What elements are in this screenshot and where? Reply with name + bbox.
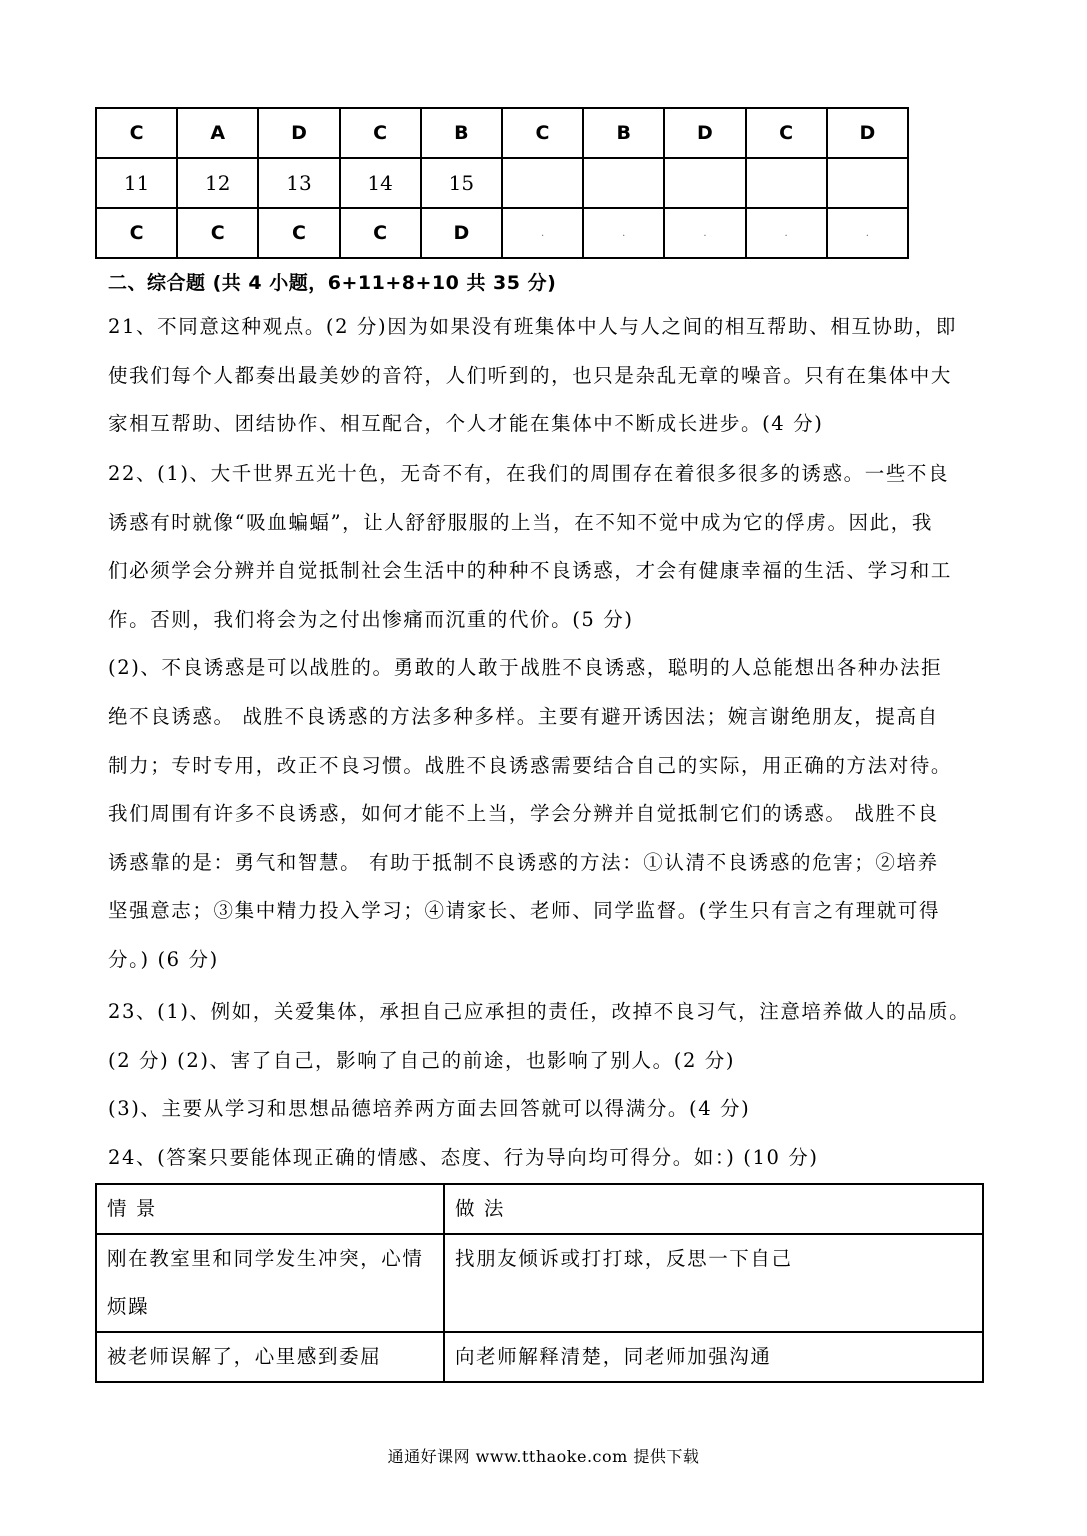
answer-cell: . [746, 208, 827, 258]
scenario-row [96, 1234, 983, 1332]
scenario-table [95, 1183, 984, 1383]
answer-cell: C [177, 208, 258, 258]
text-line: 24、(答案只要能体现正确的情感、态度、行为导向均可得分。如：) (10 分) [108, 1146, 819, 1169]
answer-21 [108, 303, 984, 449]
scenario-header-row [96, 1184, 983, 1234]
answer-cell: A [177, 108, 258, 158]
answer-table [95, 107, 909, 259]
answer-23 [108, 988, 984, 1134]
answer-cell: . [502, 208, 583, 258]
question-number-cell: 14 [340, 158, 421, 208]
question-number-cell: 11 [96, 158, 177, 208]
answer-22 [108, 450, 984, 985]
answer-cell: . [583, 208, 664, 258]
answer-cell: C [340, 208, 421, 258]
scenario-header: 情 景 [96, 1184, 444, 1234]
text-line: 绝不良诱惑。 战胜不良诱惑的方法多种多样。主要有避开诱因法；婉言谢绝朋友，提高自 [108, 704, 939, 728]
scenario-row [96, 1332, 983, 1382]
approach-cell: 向老师解释清楚，同老师加强沟通 [444, 1332, 983, 1382]
question-number-cell [664, 158, 745, 208]
approach-header: 做 法 [444, 1184, 983, 1234]
text-line: 23、(1)、例如，关爱集体，承担自己应承担的责任，改掉不良习气，注意培养做人的品质。 [108, 1000, 971, 1023]
question-number-cell: 12 [177, 158, 258, 208]
answer-cell: D [827, 108, 908, 158]
scenario-cell: 被老师误解了，心里感到委屈 [96, 1332, 444, 1382]
answer-cell: . [664, 208, 745, 258]
question-number-row [96, 158, 908, 208]
answer-cell: C [96, 208, 177, 258]
approach-cell: 找朋友倾诉或打打球，反思一下自己 [444, 1234, 983, 1332]
question-number-cell [827, 158, 908, 208]
section-heading: 二、综合题 (共 4 小题，6+11+8+10 共 35 分) [108, 272, 557, 294]
text-line: 们必须学会分辨并自觉抵制社会生活中的种种不良诱惑，才会有健康幸福的生活、学习和工 [108, 559, 953, 583]
text-line: 作。否则，我们将会为之付出惨痛而沉重的代价。(5 分) [108, 607, 634, 631]
answer-row-1 [96, 108, 908, 158]
text-line: 22、(1)、大千世界五光十色，无奇不有，在我们的周围存在着很多很多的诱惑。一些不良 [108, 462, 950, 485]
text-line: 诱惑有时就像“吸血蝙蝠”，让人舒舒服服的上当，在不知不觉中成为它的俘虏。因此，我 [108, 510, 933, 534]
question-number-cell [583, 158, 664, 208]
text-line: 诱惑靠的是：勇气和智慧。 有助于抵制不良诱惑的方法：①认清不良诱惑的危害；②培养 [108, 850, 939, 874]
text-line: 分。) (6 分) [108, 947, 219, 971]
text-line: 家相互帮助、团结协作、相互配合，个人才能在集体中不断成长进步。(4 分) [108, 412, 824, 436]
answer-cell: . [827, 208, 908, 258]
answer-cell: D [421, 208, 502, 258]
question-number-cell [746, 158, 827, 208]
text-line: 21、不同意这种观点。(2 分)因为如果没有班集体中人与人之间的相互帮助、相互协助，即 [108, 315, 957, 338]
question-number-cell: 13 [258, 158, 339, 208]
text-line: (2 分) (2)、害了自己，影响了自己的前途，也影响了别人。(2 分) [108, 1048, 736, 1072]
answer-cell: C [502, 108, 583, 158]
text-line: (2)、不良诱惑是可以战胜的。勇敢的人敢于战胜不良诱惑，聪明的人总能想出各种办法拒 [108, 656, 943, 680]
text-line: 使我们每个人都奏出最美妙的音符，人们听到的，也只是杂乱无章的噪音。只有在集体中大 [108, 363, 953, 387]
text-line: (3)、主要从学习和思想品德培养两方面去回答就可以得满分。(4 分) [108, 1097, 751, 1121]
answer-row-2 [96, 208, 908, 258]
scenario-cell: 刚在教室里和同学发生冲突，心情烦躁 [96, 1234, 444, 1332]
question-number-cell [502, 158, 583, 208]
text-line: 制力；专时专用，改正不良习惯。战胜不良诱惑需要结合自己的实际，用正确的方法对待。 [108, 753, 953, 777]
text-line: 我们周围有许多不良诱惑，如何才能不上当，学会分辨并自觉抵制它们的诱惑。 战胜不良 [108, 802, 939, 826]
text-line: 坚强意志；③集中精力投入学习；④请家长、老师、同学监督。(学生只有言之有理就可得 [108, 899, 941, 923]
answer-cell: C [746, 108, 827, 158]
answer-cell: B [421, 108, 502, 158]
answer-cell: D [258, 108, 339, 158]
answer-cell: B [583, 108, 664, 158]
answer-cell: D [664, 108, 745, 158]
question-number-cell: 15 [421, 158, 502, 208]
page-footer: 通通好课网 www.tthaoke.com 提供下载 [387, 1447, 700, 1466]
answer-cell: C [258, 208, 339, 258]
answer-cell: C [340, 108, 421, 158]
answer-cell: C [96, 108, 177, 158]
answer-24-intro [108, 1134, 984, 1183]
